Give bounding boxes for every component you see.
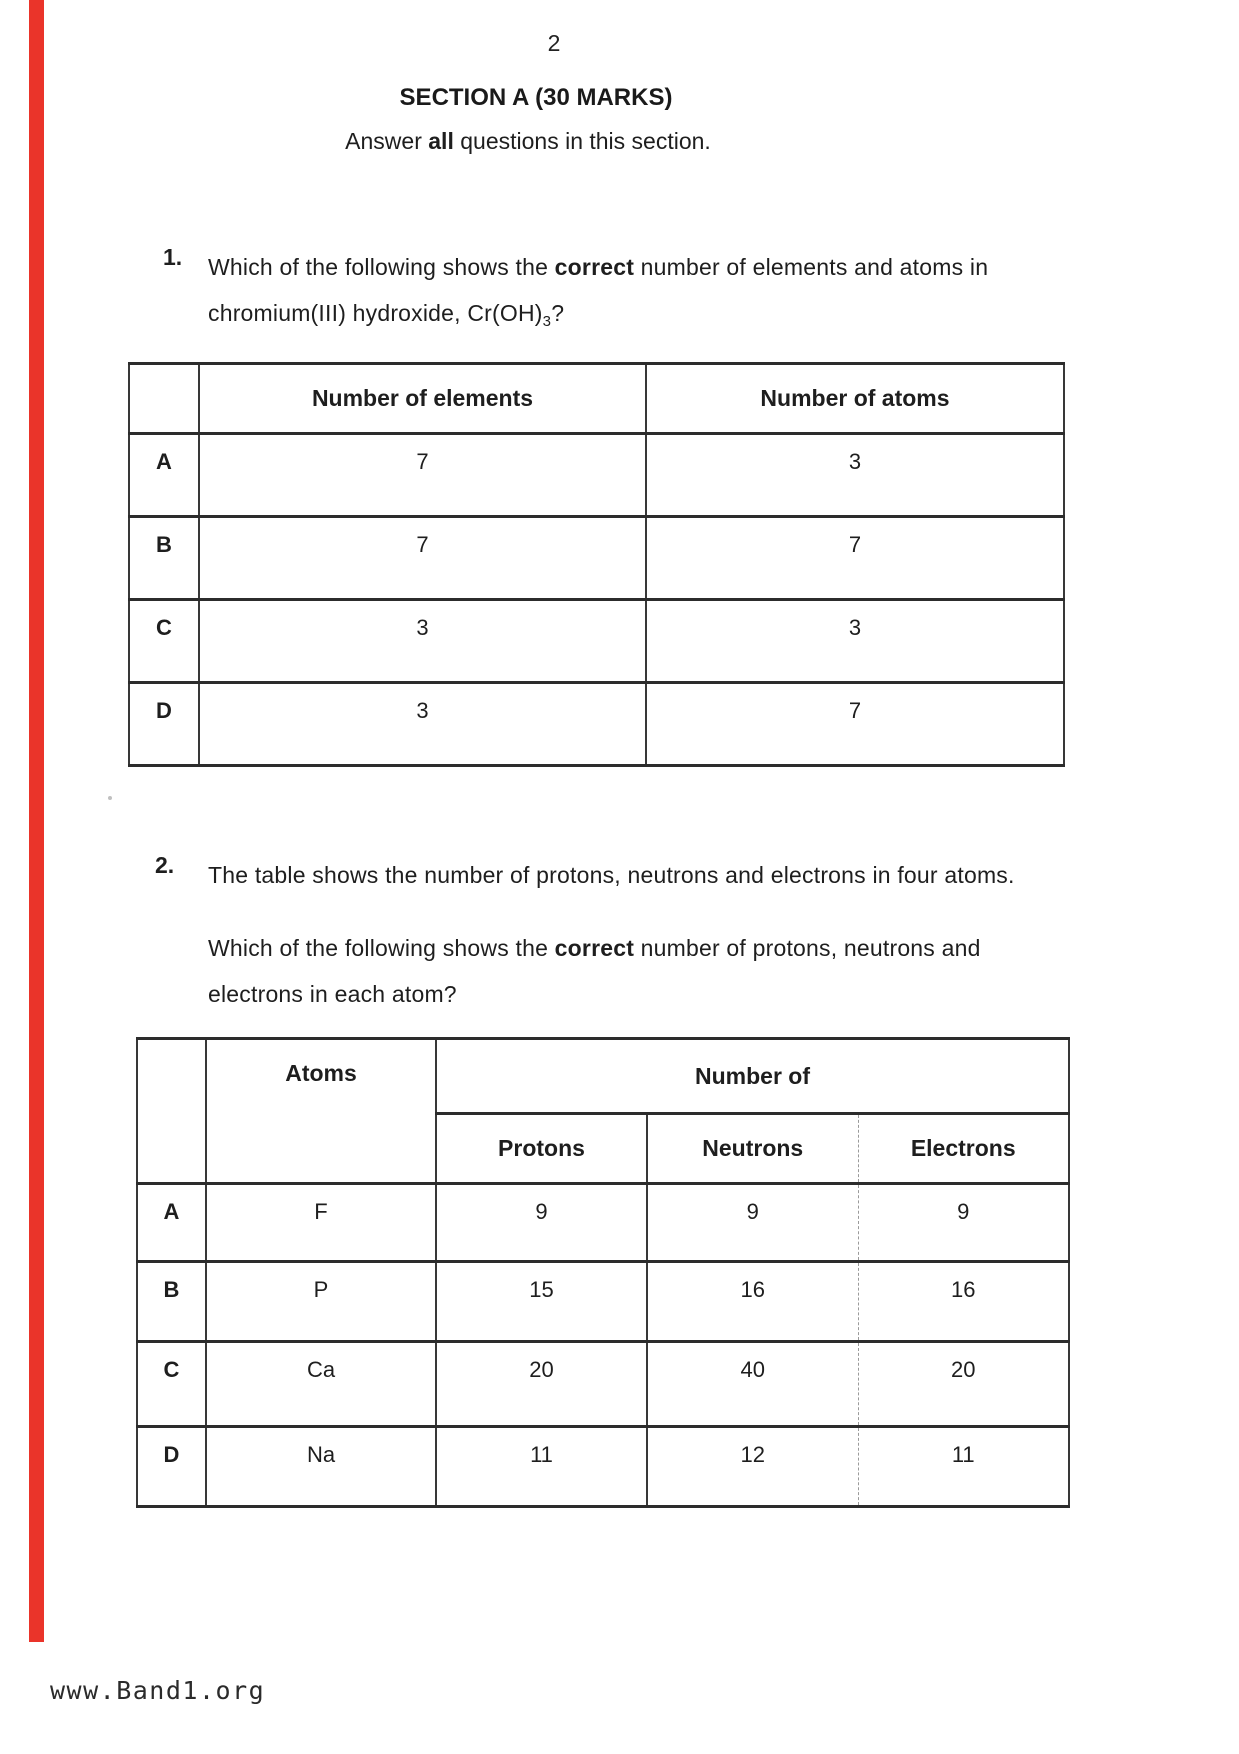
- protons-value: 9: [436, 1184, 647, 1262]
- instruction-text-post: questions in this section.: [453, 128, 711, 154]
- q2-line3: electrons in each atom?: [208, 981, 457, 1007]
- q2-line2-post: number of protons, neutrons and: [634, 935, 981, 961]
- electrons-value: 9: [858, 1184, 1069, 1262]
- section-instruction: [0, 128, 1056, 155]
- instruction-text-bold: all: [428, 128, 454, 154]
- elements-value: 3: [199, 683, 646, 766]
- option-label: A: [129, 434, 199, 517]
- atoms-value: 3: [646, 434, 1064, 517]
- atoms-value: 3: [646, 600, 1064, 683]
- q1-line2-pre: chromium(III) hydroxide, Cr(OH): [208, 300, 543, 326]
- option-label: B: [137, 1262, 206, 1342]
- atoms-value: 7: [646, 517, 1064, 600]
- protons-value: 20: [436, 1342, 647, 1427]
- table-row-option-b: [137, 1262, 1069, 1342]
- red-margin-stripe: [29, 0, 44, 1642]
- atom-symbol: Ca: [206, 1342, 436, 1427]
- table2-subheader-electrons: Electrons: [858, 1114, 1069, 1184]
- q2-line2-bold: correct: [554, 935, 635, 961]
- q1-line2-post: ?: [551, 300, 565, 326]
- atoms-value: 7: [646, 683, 1064, 766]
- subatomic-particles-table: [136, 1037, 1070, 1508]
- table-row-option-b: [129, 517, 1064, 600]
- elements-atoms-table: [128, 362, 1065, 767]
- table2-header-atoms: Atoms: [206, 1039, 436, 1184]
- table1-header-blank: [129, 364, 199, 434]
- electrons-value: 20: [858, 1342, 1069, 1427]
- elements-value: 7: [199, 517, 646, 600]
- table2-subheader-neutrons: Neutrons: [647, 1114, 858, 1184]
- table-row-option-c: [137, 1342, 1069, 1427]
- q2-line2-pre: Which of the following shows the: [208, 935, 555, 961]
- question-2-text: [208, 925, 1058, 1017]
- table-row-option-a: [137, 1184, 1069, 1262]
- table2-subheader-protons: Protons: [436, 1114, 647, 1184]
- question-1-text: [208, 244, 1058, 345]
- q1-line1-bold: correct: [554, 254, 635, 280]
- table-row-option-d: [129, 683, 1064, 766]
- option-label: D: [137, 1427, 206, 1507]
- neutrons-value: 12: [647, 1427, 858, 1507]
- protons-value: 11: [436, 1427, 647, 1507]
- watermark-url-text: www.Band1.org: [50, 1676, 266, 1705]
- page-number: 2: [547, 30, 561, 56]
- table-row-option-d: [137, 1427, 1069, 1507]
- section-heading: SECTION A (30 MARKS): [399, 84, 673, 111]
- elements-value: 3: [199, 600, 646, 683]
- option-label: B: [129, 517, 199, 600]
- atom-symbol: F: [206, 1184, 436, 1262]
- table-row-option-c: [129, 600, 1064, 683]
- table1-header-elements: Number of elements: [199, 364, 646, 434]
- question-2-number: 2.: [155, 852, 175, 878]
- neutrons-value: 16: [647, 1262, 858, 1342]
- question-1-number: 1.: [163, 244, 183, 270]
- atom-symbol: P: [206, 1262, 436, 1342]
- table2-header-row: [137, 1039, 1069, 1114]
- atom-symbol: Na: [206, 1427, 436, 1507]
- table2-header-blank: [137, 1039, 206, 1184]
- q1-line1-post: number of elements and atoms in: [634, 254, 989, 280]
- protons-value: 15: [436, 1262, 647, 1342]
- option-label: C: [129, 600, 199, 683]
- scan-artifact-dot: [108, 796, 112, 800]
- electrons-value: 16: [858, 1262, 1069, 1342]
- elements-value: 7: [199, 434, 646, 517]
- table1-header-row: [129, 364, 1064, 434]
- q1-line1-pre: Which of the following shows the: [208, 254, 555, 280]
- neutrons-value: 40: [647, 1342, 858, 1427]
- option-label: C: [137, 1342, 206, 1427]
- table1-header-atoms: Number of atoms: [646, 364, 1064, 434]
- question-2-intro: The table shows the number of protons, neutrons and electrons in four atoms.: [208, 862, 1015, 888]
- electrons-value: 11: [858, 1427, 1069, 1507]
- option-label: A: [137, 1184, 206, 1262]
- instruction-text-pre: Answer: [345, 128, 429, 154]
- table-row-option-a: [129, 434, 1064, 517]
- q1-formula-subscript: 3: [542, 313, 552, 330]
- option-label: D: [129, 683, 199, 766]
- table2-header-number-of: Number of: [436, 1039, 1069, 1114]
- neutrons-value: 9: [647, 1184, 858, 1262]
